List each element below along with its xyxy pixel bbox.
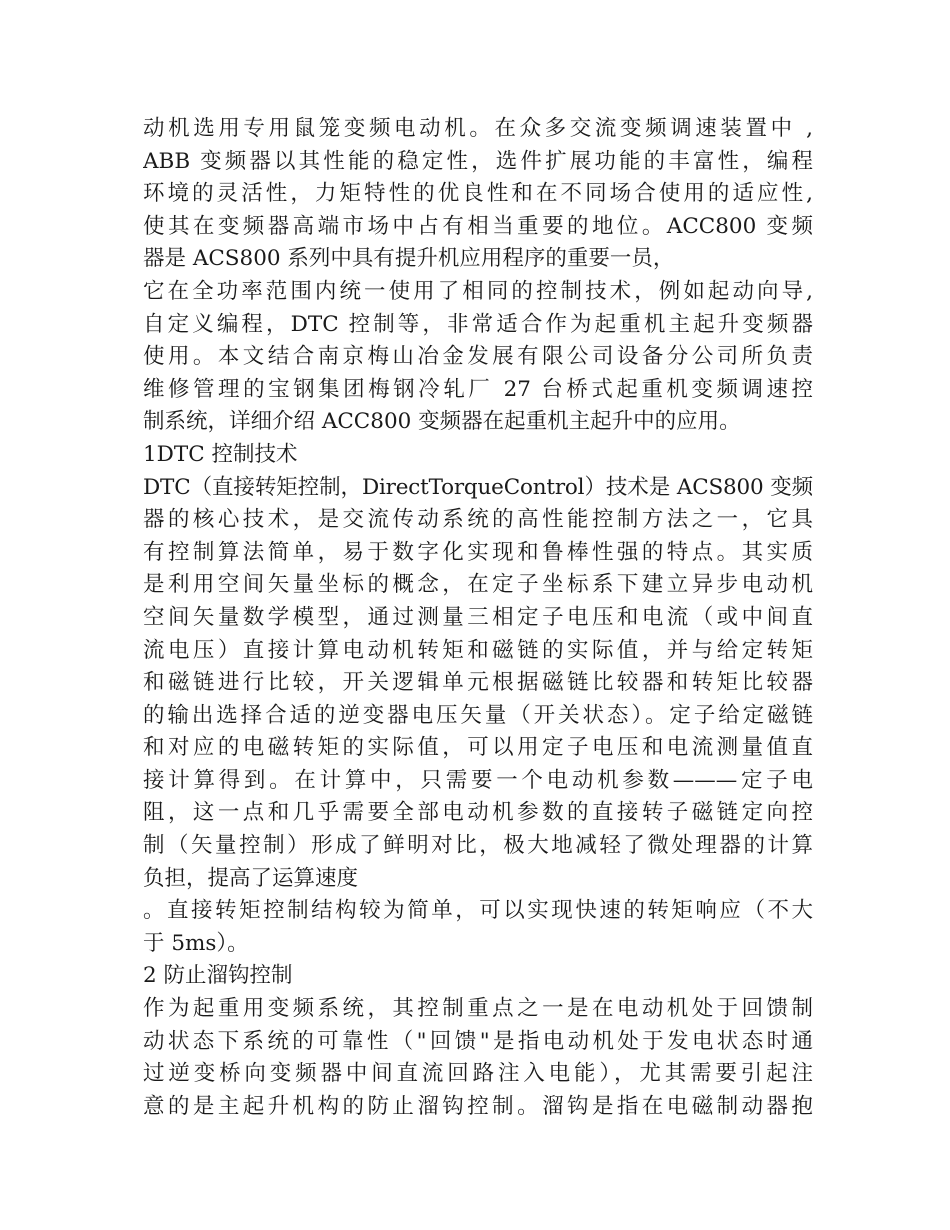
text-line: 制系统，详细介绍 ACC800 变频器在起重机主起升中的应用。 [143, 409, 741, 435]
text-line: DTC（直接转矩控制，DirectTorqueControl）技术是 ACS800 变频 [143, 474, 813, 500]
text-line: 维修管理的宝钢集团梅钢冷轧厂 27 台桥式起重机变频调速控 [143, 376, 813, 402]
text-line: 器的核心技术，是交流传动系统的高性能控制方法之一，它具 [143, 507, 813, 533]
text-line: 制（矢量控制）形成了鲜明对比，极大地减轻了微处理器的计算 [143, 833, 813, 859]
text-line: 的输出选择合适的逆变器电压矢量（开关状态）。定子给定磁链 [143, 702, 813, 728]
text-line: 过逆变桥向变频器中间直流回路注入电能），尤其需要引起注 [143, 1061, 813, 1087]
text-line: 负担，提高了运算速度 [143, 865, 359, 891]
text-line: 意的是主起升机构的防止溜钩控制。溜钩是指在电磁制动器抱 [143, 1093, 813, 1119]
text-line: 和磁链进行比较，开关逻辑单元根据磁链比较器和转矩比较器 [143, 670, 813, 696]
text-line: 。直接转矩控制结构较为简单，可以实现快速的转矩响应（不大 [143, 898, 813, 924]
text-line: 有控制算法简单，易于数字化实现和鲁棒性强的特点。其实质 [143, 539, 813, 565]
text-line: 和对应的电磁转矩的实际值，可以用定子电压和电流测量值直 [143, 735, 813, 761]
text-line: 使用。本文结合南京梅山冶金发展有限公司设备分公司所负责 [143, 344, 813, 370]
text-line: 接计算得到。在计算中，只需要一个电动机参数———定子电 [143, 767, 813, 793]
text-line: ABB 变频器以其性能的稳定性，选件扩展功能的丰富性，编程 [143, 148, 813, 174]
section-heading: 2 防止溜钩控制 [143, 963, 293, 989]
text-line: 流电压）直接计算电动机转矩和磁链的实际值，并与给定转矩 [143, 637, 813, 663]
text-line: 动状态下系统的可靠性（"回馈"是指电动机处于发电状态时通 [143, 1028, 813, 1054]
text-line: 器是 ACS800 系列中具有提升机应用程序的重要一员， [143, 246, 675, 272]
section-heading: 1DTC 控制技术 [143, 441, 298, 467]
text-line: 它在全功率范围内统一使用了相同的控制技术，例如起动向导, [143, 278, 813, 304]
text-line: 环境的灵活性，力矩特性的优良性和在不同场合使用的适应性, [143, 181, 813, 207]
text-line: 动机选用专用鼠笼变频电动机。在众多交流变频调速装置中 , [143, 116, 813, 141]
text-line: 自定义编程，DTC 控制等，非常适合作为起重机主起升变频器 [143, 311, 813, 337]
text-line: 阻，这一点和几乎需要全部电动机参数的直接转子磁链定向控 [143, 800, 813, 826]
text-line: 使其在变频器高端市场中占有相当重要的地位。ACC800 变频 [143, 213, 813, 239]
text-line: 作为起重用变频系统，其控制重点之一是在电动机处于回馈制 [143, 996, 813, 1022]
text-line: 于 5ms）。 [143, 930, 249, 956]
text-line: 空间矢量数学模型，通过测量三相定子电压和电流（或中间直 [143, 604, 813, 630]
document-body [143, 113, 813, 1123]
text-line: 是利用空间矢量坐标的概念，在定子坐标系下建立异步电动机 [143, 572, 813, 598]
